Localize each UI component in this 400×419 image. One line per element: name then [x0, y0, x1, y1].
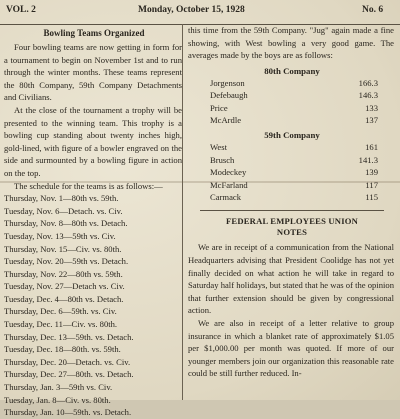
heading-line: FEDERAL EMPLOYEES UNION — [225, 216, 359, 227]
article-paragraph: We are also in receipt of a letter relative to group insurance in which a blanket rate of approximately $1.05 per $1,000.00 per month was quoted. If more of our younger members join our organization this reasonable rate could be still further reduced. In- — [188, 318, 394, 379]
schedule-row: Tuesday, Nov. 20—59th vs. Detach. — [4, 256, 129, 267]
issue-number: No. 6 — [362, 5, 384, 15]
player-name: Brusch — [210, 154, 235, 165]
masthead — [0, 0, 400, 25]
player-average: 141.3 — [358, 154, 378, 165]
player-name: Carmack — [210, 192, 242, 203]
schedule-row: Tuesday, Nov. 27—Detach vs. Civ. — [4, 281, 125, 292]
average-row — [188, 154, 396, 166]
schedule-row: Thursday, Jan. 3—59th vs. Civ. — [4, 382, 113, 393]
player-average: 117 — [365, 179, 378, 190]
average-row — [188, 77, 396, 89]
player-average: 146.3 — [358, 90, 378, 101]
schedule-row: Thursday, Nov. 8—80th vs. Detach. — [4, 218, 128, 229]
article-paragraph: We are in receipt of a communication from the National Headquarters advising that President Coolidge has not yet finally decided on what action he will take in regard to Saturday half holidays, but stated that he was of the opinion that further extension should be given by congressional action. — [188, 242, 394, 316]
section-divider — [200, 210, 384, 211]
average-row — [188, 89, 396, 101]
schedule-row: Thursday, Dec. 27—80th. vs. Detach. — [4, 369, 134, 380]
team-heading-59th: 59th Company — [264, 130, 320, 141]
player-name: West — [210, 142, 227, 153]
player-average: 161 — [365, 142, 378, 153]
article-paragraph: The schedule for the teams is as follows:— — [14, 180, 163, 191]
left-column — [0, 24, 184, 418]
player-average: 115 — [365, 192, 378, 203]
player-name: McArdle — [210, 115, 242, 125]
schedule-row: Thursday, Dec. 20—Detach. vs. Civ. — [4, 356, 131, 367]
player-name: Jorgenson — [210, 77, 245, 88]
schedule-row: Thursday, Dec. 6—59th. vs. Civ. — [4, 306, 117, 317]
player-average: 137 — [365, 115, 378, 125]
schedule-row: Tuesday, Jan. 8—Civ. vs. 80th. — [4, 394, 111, 405]
schedule-row: Tuesday, Dec. 4—80th vs. Detach. — [4, 293, 124, 304]
article-heading-bowling: Bowling Teams Organized — [43, 28, 145, 38]
player-average: 166.3 — [358, 77, 378, 88]
player-name: Modeckey — [210, 167, 247, 178]
schedule-row: Tuesday, Nov. 13—59th vs. Civ. — [4, 230, 116, 241]
schedule-row: Thursday, Nov. 1—80th vs. 59th. — [4, 193, 119, 204]
issue-date: Monday, October 15, 1928 — [138, 5, 245, 15]
article-paragraph: this time from the 59th Company. "Jug" again made a fine showing, with West bowling a very good game. The averages made by the boys are as follows: — [188, 25, 394, 61]
bowling-schedule — [4, 192, 184, 419]
player-average: 139 — [365, 167, 378, 178]
schedule-row: Thursday, Jan. 10—59th. vs. Detach. — [4, 407, 132, 418]
article-paragraph: Four bowling teams are now getting in form for a tournament to begin on November 1st and to run through the winter months. These teams represent the 80th Company, 59th Company Detachments and Civilians. — [4, 42, 182, 103]
schedule-row: Thursday, Dec. 13—59th. vs. Detach. — [4, 331, 134, 342]
schedule-row: Tuesday, Dec. 18—80th. vs. 59th. — [4, 344, 121, 355]
player-name: McFarland — [210, 179, 248, 190]
average-row — [188, 141, 396, 153]
schedule-row: Thursday, Nov. 15—Civ. vs. 80th. — [4, 243, 122, 254]
player-average: 133 — [365, 102, 378, 113]
average-row — [188, 102, 396, 114]
player-name: Defebaugh — [210, 90, 248, 101]
schedule-row: Thursday, Nov. 22—80th vs. 59th. — [4, 268, 123, 279]
article-heading-federal-employees — [188, 216, 396, 238]
average-row — [188, 166, 396, 178]
player-name: Price — [210, 102, 228, 113]
article-paragraph: At the close of the tournament a trophy will be presented to the winning team. This trophy is a bowling cup standing about twenty inches high, gold-lined, with figure of a bowler engraved on the side and surmounted by a bowling figure in action on the top. — [4, 104, 182, 178]
right-column — [188, 24, 396, 400]
heading-line: NOTES — [276, 227, 308, 238]
schedule-row: Tuesday, Dec. 11—Civ. vs. 80th. — [4, 319, 118, 330]
paper-fold-crease — [0, 181, 400, 183]
schedule-row: Tuesday, Nov. 6—Detach. vs. Civ. — [4, 205, 123, 216]
team-heading-80th: 80th Company — [264, 65, 320, 76]
volume-label: VOL. 2 — [6, 5, 36, 15]
average-row — [188, 114, 396, 126]
average-row — [188, 191, 396, 203]
